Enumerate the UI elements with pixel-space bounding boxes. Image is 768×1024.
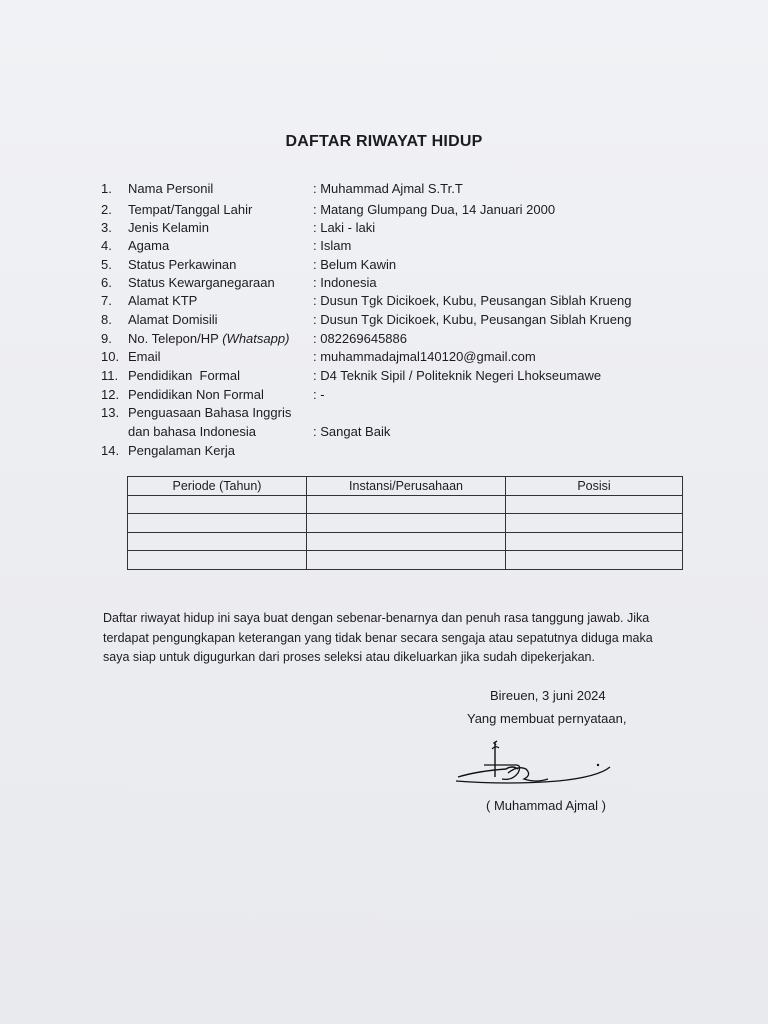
- field-label: Pengalaman Kerja: [128, 443, 235, 458]
- table-cell: [307, 551, 506, 570]
- field-number: 11.: [101, 368, 119, 383]
- field-label: Agama: [128, 238, 170, 253]
- field-value: : Dusun Tgk Dicikoek, Kubu, Peusangan Siblah Krueng: [313, 312, 632, 327]
- signature-image: [448, 735, 618, 790]
- field-number: 4.: [101, 238, 112, 253]
- field-label: Pendidikan Formal: [128, 368, 240, 383]
- field-label: Email: [128, 349, 161, 364]
- field-label: Tempat/Tanggal Lahir: [128, 202, 253, 217]
- field-value: : Indonesia: [313, 275, 377, 290]
- table-row: [128, 514, 683, 533]
- statement-paragraph: Daftar riwayat hidup ini saya buat dengan sebenar-benarnya dan penuh rasa tanggung jawab. Jika terdapat pengungkapan keterangan yang tidak benar secara sengaja atau sepatutnya diduga maka saya siap untuk digugurkan dari proses seleksi atau dikeluarkan jika sudah dipekerjakan.: [103, 611, 653, 664]
- field-label-line2: dan bahasa Indonesia: [128, 424, 256, 439]
- field-value: : 082269645886: [313, 331, 407, 346]
- table-cell: [506, 495, 683, 514]
- table-cell: [506, 532, 683, 551]
- field-number: 10.: [101, 349, 120, 364]
- table-cell: [307, 514, 506, 533]
- field-label: Jenis Kelamin: [128, 220, 209, 235]
- field-label-italic: (Whatsapp): [222, 331, 290, 346]
- table-row: [128, 551, 683, 570]
- signer-name: ( Muhammad Ajmal ): [486, 798, 606, 813]
- field-number: 13.: [101, 405, 120, 420]
- field-label: Pendidikan Non Formal: [128, 387, 264, 402]
- field-number: 2.: [101, 202, 112, 217]
- table-cell: [506, 514, 683, 533]
- place-date: Bireuen, 3 juni 2024: [490, 688, 606, 703]
- field-number: 3.: [101, 220, 112, 235]
- table-cell: [307, 495, 506, 514]
- maker-label: Yang membuat pernyataan,: [467, 711, 627, 726]
- field-label: Penguasaan Bahasa Inggris: [128, 405, 292, 420]
- field-label: Alamat KTP: [128, 293, 198, 308]
- field-number: 8.: [101, 312, 112, 327]
- field-number: 9.: [101, 331, 112, 346]
- field-number: 5.: [101, 257, 112, 272]
- table-cell: [128, 551, 307, 570]
- table-cell: [506, 551, 683, 570]
- field-number: 6.: [101, 275, 112, 290]
- header-posisi: Posisi: [506, 477, 683, 496]
- document-title: DAFTAR RIWAYAT HIDUP: [285, 133, 483, 150]
- table-header-row: [128, 477, 683, 496]
- table-row: [128, 495, 683, 514]
- field-label: Status Perkawinan: [128, 257, 237, 272]
- table-cell: [128, 495, 307, 514]
- field-label: Nama Personil: [128, 181, 214, 196]
- field-value: : muhammadajmal140120@gmail.com: [313, 349, 536, 364]
- field-number: 14.: [101, 443, 120, 458]
- field-value: : Dusun Tgk Dicikoek, Kubu, Peusangan Siblah Krueng: [313, 293, 632, 308]
- table-cell: [307, 532, 506, 551]
- field-value: : Islam: [313, 238, 352, 253]
- field-number: 7.: [101, 293, 112, 308]
- header-instansi: Instansi/Perusahaan: [307, 477, 506, 496]
- field-value: : Sangat Baik: [313, 424, 391, 439]
- experience-table: [127, 476, 683, 570]
- field-label-text: No. Telepon/HP: [128, 331, 219, 346]
- table-row: [128, 532, 683, 551]
- header-periode: Periode (Tahun): [128, 477, 307, 496]
- field-value: : Belum Kawin: [313, 257, 397, 272]
- field-value: : Muhammad Ajmal S.Tr.T: [313, 181, 463, 196]
- field-value: : D4 Teknik Sipil / Politeknik Negeri Lhokseumawe: [313, 368, 602, 383]
- field-value: : Laki - laki: [313, 220, 376, 235]
- table-cell: [128, 532, 307, 551]
- field-number: 1.: [101, 181, 112, 196]
- field-number: 12.: [101, 387, 120, 402]
- field-label: Status Kewarganegaraan: [128, 275, 275, 290]
- field-value: : Matang Glumpang Dua, 14 Januari 2000: [313, 202, 556, 217]
- table-cell: [128, 514, 307, 533]
- field-label: [128, 331, 289, 347]
- field-label: Alamat Domisili: [128, 312, 218, 327]
- field-value: : -: [313, 387, 325, 402]
